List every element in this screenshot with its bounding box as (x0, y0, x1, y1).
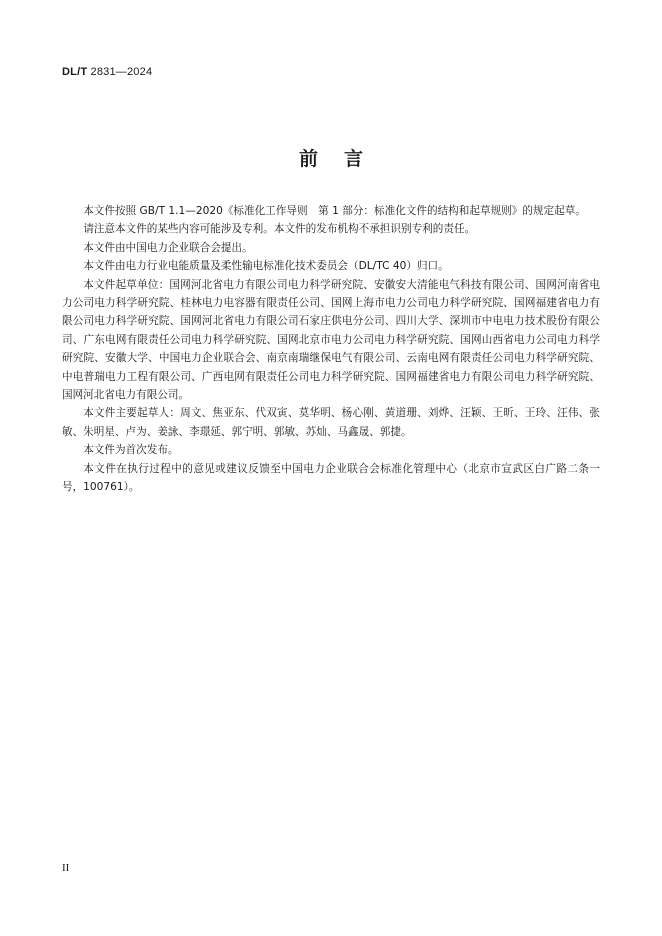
paragraph-feedback: 本文件在执行过程中的意见或建议反馈至中国电力企业联合会标准化管理中心（北京市宣武区白广路二条一号，100761）。 (62, 462, 600, 494)
page-title: 前言 (298, 148, 389, 170)
foreword-body (62, 202, 600, 497)
paragraph-drafting-rules: 本文件按照 GB/T 1.1—2020《标准化工作导则 第 1 部分：标准化文件的结构和起草规则》的规定起草。 (83, 205, 586, 217)
paragraph-patent-notice: 请注意本文件的某些内容可能涉及专利。本文件的发布机构不承担识别专利的责任。 (83, 223, 476, 236)
paragraph-main-drafters: 本文件主要起草人：周文、焦亚东、代双寅、莫华明、杨心刚、黄道珊、刘烨、汪颖、王昕、王玲、汪伟、张敏、朱明星、卢为、姜詠、李璟延、郭宁明、郭敏、苏灿、马鑫晟、郭捷。 (62, 407, 600, 438)
paragraph-under-jurisdiction: 本文件由电力行业电能质量及柔性输电标准化技术委员会（DL/TC 40）归口。 (83, 260, 449, 273)
standard-code (62, 66, 152, 78)
standard-code-number: 2831—2024 (90, 66, 153, 78)
paragraph-drafting-organizations: 本文件起草单位：国网河北省电力有限公司电力科学研究院、安徽安大清能电气科技有限公司、国网河南省电力公司电力科学研究院、桂林电力电容器有限责任公司、国网上海市电力公司电力科学研究院、国网福建省电力有限公司电力科学研究院、国网河北省电力有限公司石家庄供电分公司、四川大学、深圳市中电电力技术股份有限公司、广东电网有限责任公司电力科学研究院、国网北京市电力公司电力科学研究院、国网山西省电力公司电力科学研究院、安徽大学、中国电力企业联合会、南京南瑞继保电气有限公司、云南电网有限责任公司电力科学研究院、中电普瑞电力工程有限公司、广西电网有限责任公司电力科学研究院、国网福建省电力有限公司电力科学研究院、国网河北省电力有限公司。 (62, 278, 600, 402)
paragraph-proposed-by: 本文件由中国电力企业联合会提出。 (83, 241, 253, 254)
paragraph-first-release: 本文件为首次发布。 (83, 444, 179, 457)
standard-code-prefix: DL/T (62, 66, 88, 78)
page-number: II (62, 862, 70, 874)
